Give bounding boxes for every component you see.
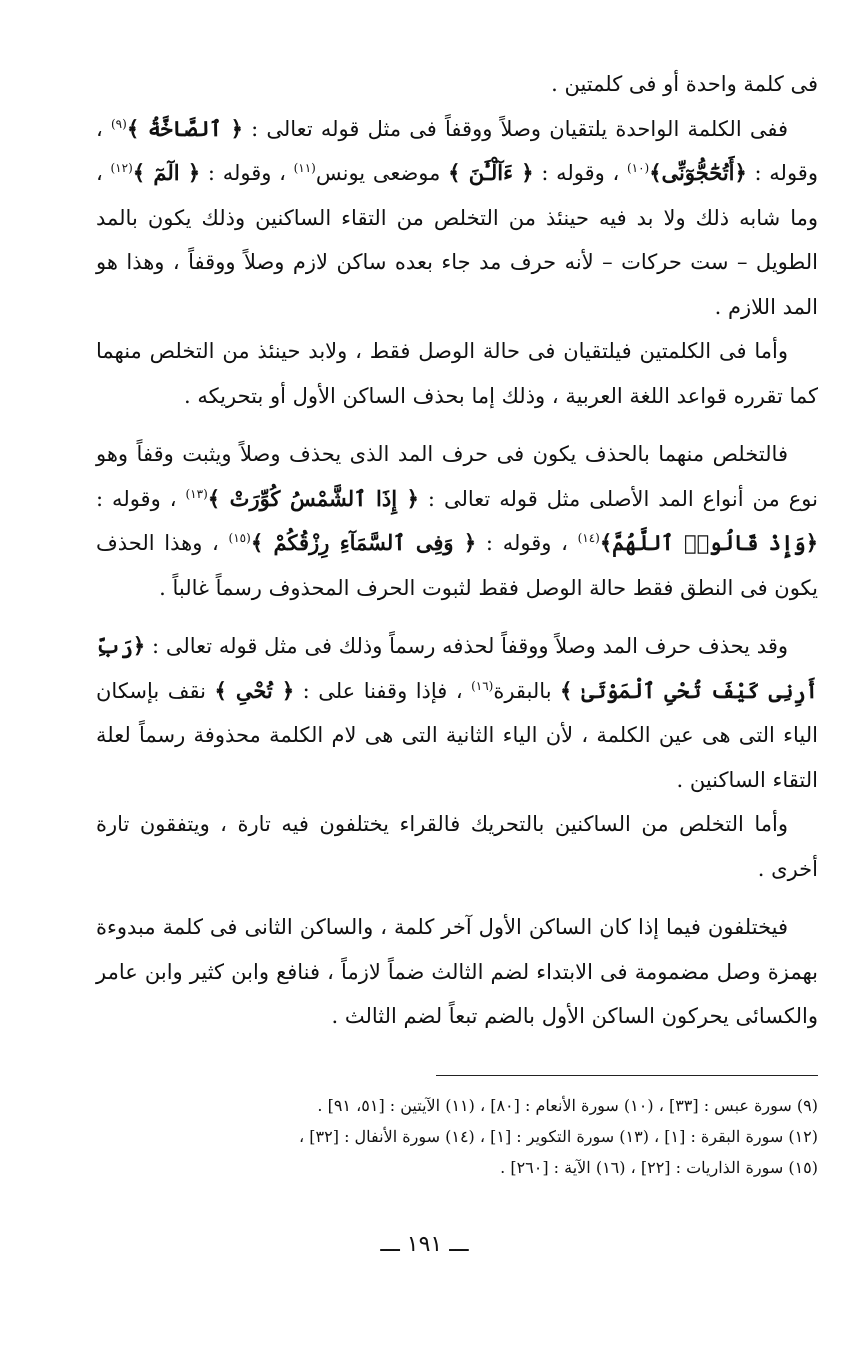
text-run: فالتخلص منهما بالحذف يكون فى حرف المد الذى يحذف وصلاً ويثبت وقفاً وهو نوع من أنواع المد الأصلى مثل قوله تعالى : (96, 442, 818, 511)
quran-quote: ﴿ إِذَا ٱلشَّمْسُ كُوِّرَتْ ﴾ (207, 485, 419, 511)
text-run: فيختلفون فيما إذا كان الساكن الأول آخر كلمة ، والساكن الثانى فى كلمة مبدوءة بهمزة وصل مضمومة فى الابتداء لضم الثالث ضماً لازماً ، فنافع وابن كثير وابن عامر والكسائى يحركون الساكن الأول بالضم تبعاً لضم الثالث . (96, 915, 818, 1028)
text-run: ، فإذا وقفنا على : (294, 678, 472, 703)
footnote-marker: (٩) (110, 116, 127, 131)
text-run: ، وقوله : (533, 161, 627, 185)
quran-quote: ﴿ الٓمٓ ﴾ (132, 160, 201, 185)
paragraph (96, 432, 818, 610)
page-number: ـــ ١٩١ ـــ (380, 1232, 469, 1257)
footnote-divider (436, 1075, 818, 1076)
text-run: ، وقوله : (200, 161, 294, 185)
text-run: نقف بإسكان الياء التى هى عين الكلمة ، لأن الياء الثانية التى هى لام الكلمة محذوفة رسماً لعلة التقاء الساكنين . (96, 678, 818, 792)
quran-quote: ﴿وَإِذْ قَالُوا۟ ٱللَّهُمَّ﴾ (599, 530, 818, 555)
text-run: فى كلمة واحدة أو فى كلمتين . (551, 72, 818, 96)
paragraph (96, 107, 818, 330)
footnote-marker: (١٢) (110, 161, 133, 175)
text-run: وأما فى الكلمتين فيلتقيان فى حالة الوصل فقط ، ولابد حينئذ من التخلص منهما كما تقرره قواعد اللغة العربية ، وذلك إما بحذف الساكن الأول أو بتحريكه . (96, 339, 818, 408)
footnote-marker: (١٥) (228, 531, 251, 545)
footnote-marker: (١٠) (626, 161, 650, 175)
text-run: ، وقوله : (96, 116, 818, 185)
quran-quote: ﴿ وَفِى ٱلسَّمَآءِ رِزْقُكُمْ ﴾ (250, 530, 477, 555)
footnotes (96, 1090, 818, 1183)
quran-quote: ﴿رَبِّ أَرِنِى كَيْفَ تُحْىِ ٱلْمَوْتَىٰ ﴾ (96, 633, 818, 703)
quran-quote: ﴿ ٱلصَّاخَّةُ ﴾ (126, 115, 243, 141)
paragraph (96, 624, 818, 802)
quran-quote: ﴿ ءَآلْـَٰٔنَ ﴾ (448, 160, 534, 185)
footnote-marker: (١١) (293, 161, 316, 175)
footnote-line: (١٢) سورة البقرة : [١] ، (١٣) سورة التكوير : [١] ، (١٤) سورة الأنفال : [٣٢] ، (299, 1127, 818, 1146)
footnote-marker: (١٣) (185, 486, 208, 501)
footnote-marker: (١٦) (471, 678, 494, 693)
paragraph (96, 62, 818, 107)
text-run: ، وقوله : (96, 486, 186, 511)
paragraph (96, 802, 818, 891)
text-run: ، وقوله : (476, 531, 578, 555)
text-run: ، وهذا الحذف يكون فى النطق فقط حالة الوصل فقط لثبوت الحرف المحذوف رسماً غالباً . (96, 531, 818, 600)
body-text (96, 62, 818, 1039)
text-run: وقد يحذف حرف المد وصلاً ووقفاً لحذفه رسماً وذلك فى مثل قوله تعالى : (145, 634, 788, 658)
footnote-line: (٩) سورة عبس : [٣٣] ، (١٠) سورة الأنعام : [٨٠] ، (١١) الآيتين : [٥١، ٩١] . (317, 1096, 818, 1115)
quran-quote: ﴿أَتُحَٰٓجُّوٓنِّى﴾ (649, 160, 747, 185)
text-run: ، وما شابه ذلك ولا بد فيه حينئذ من التخلص من التقاء الساكنين وذلك يكون بالمد الطويل – ست حركات – لأنه حرف مد جاء بعده ساكن لازم وصلاً ووقفاً ، وهذا هو المد اللازم . (96, 161, 818, 319)
text-run: موضعى يونس (315, 161, 449, 185)
paragraph (96, 329, 818, 418)
text-run: وأما التخلص من الساكنين بالتحريك فالقراء يختلفون فيه تارة ، ويتفقون تارة أخرى . (96, 812, 818, 881)
text-run: بالبقرة (493, 678, 561, 703)
quran-quote: ﴿ تُحْىِ ﴾ (214, 677, 295, 703)
text-run: ففى الكلمة الواحدة يلتقيان وصلاً ووقفاً فى مثل قوله تعالى : (242, 116, 789, 141)
paragraph (96, 905, 818, 1039)
footnote-line: (١٥) سورة الذاريات : [٢٢] ، (١٦) الآية : [٢٦٠] . (500, 1158, 818, 1177)
footnote-marker: (١٤) (577, 531, 600, 545)
